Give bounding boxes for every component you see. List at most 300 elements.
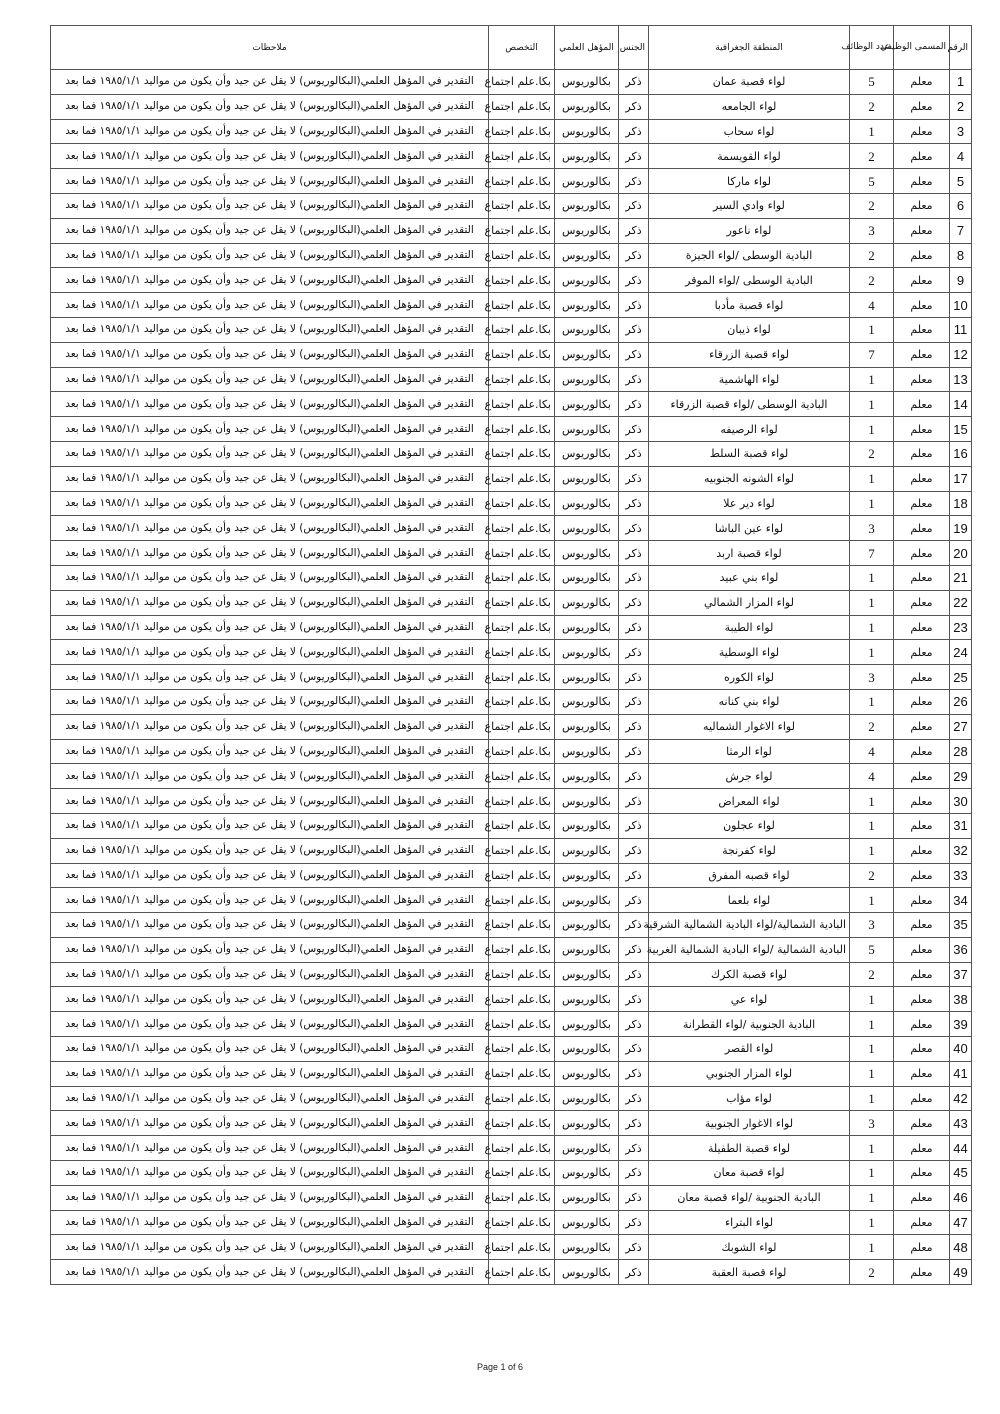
job-title-cell: معلم xyxy=(894,193,950,218)
notes-cell: التقدير في المؤهل العلمي(البكالوريوس) لا يقل عن جيد وأن يكون من مواليد ١٩٨٥/١/١ فما بعد xyxy=(51,590,489,615)
qualification-cell: بكالوريوس xyxy=(555,466,619,491)
qualification-cell: بكالوريوس xyxy=(555,813,619,838)
header-specialty: التخصص xyxy=(489,26,555,70)
notes-cell: التقدير في المؤهل العلمي(البكالوريوس) لا يقل عن جيد وأن يكون من مواليد ١٩٨٥/١/١ فما بعد xyxy=(51,1185,489,1210)
row-number: 13 xyxy=(950,367,972,392)
region-cell: لواء بني عبيد xyxy=(649,565,850,590)
qualification-cell: بكالوريوس xyxy=(555,1136,619,1161)
job-title-cell: معلم xyxy=(894,640,950,665)
job-count-cell: 2 xyxy=(850,962,894,987)
notes-cell: التقدير في المؤهل العلمي(البكالوريوس) لا يقل عن جيد وأن يكون من مواليد ١٩٨٥/١/١ فما بعد xyxy=(51,565,489,590)
job-title-cell: معلم xyxy=(894,813,950,838)
gender-cell: ذكر xyxy=(619,1161,649,1186)
job-title-cell: معلم xyxy=(894,70,950,95)
notes-cell: التقدير في المؤهل العلمي(البكالوريوس) لا يقل عن جيد وأن يكون من مواليد ١٩٨٥/١/١ فما بعد xyxy=(51,70,489,95)
notes-cell: التقدير في المؤهل العلمي(البكالوريوس) لا يقل عن جيد وأن يكون من مواليد ١٩٨٥/١/١ فما بعد xyxy=(51,1111,489,1136)
row-number: 31 xyxy=(950,813,972,838)
row-number: 6 xyxy=(950,193,972,218)
region-cell: لواء قصبة اربد xyxy=(649,541,850,566)
region-cell: لواء بني كنانه xyxy=(649,689,850,714)
gender-cell: ذكر xyxy=(619,268,649,293)
gender-cell: ذكر xyxy=(619,739,649,764)
region-cell: لواء الشوبك xyxy=(649,1235,850,1260)
row-number: 48 xyxy=(950,1235,972,1260)
job-count-cell: 1 xyxy=(850,1037,894,1062)
qualification-cell: بكالوريوس xyxy=(555,689,619,714)
table-row xyxy=(51,962,972,987)
job-title-cell: معلم xyxy=(894,714,950,739)
job-count-cell: 2 xyxy=(850,268,894,293)
notes-cell: التقدير في المؤهل العلمي(البكالوريوس) لا يقل عن جيد وأن يكون من مواليد ١٩٨٥/١/١ فما بعد xyxy=(51,342,489,367)
row-number: 34 xyxy=(950,888,972,913)
specialty-cell: بكا.علم اجتماع xyxy=(489,1061,555,1086)
notes-cell: التقدير في المؤهل العلمي(البكالوريوس) لا يقل عن جيد وأن يكون من مواليد ١٩٨٥/١/١ فما بعد xyxy=(51,317,489,342)
row-number: 19 xyxy=(950,516,972,541)
region-cell: لواء البتراء xyxy=(649,1210,850,1235)
specialty-cell: بكا.علم اجتماع xyxy=(489,293,555,318)
qualification-cell: بكالوريوس xyxy=(555,441,619,466)
row-number: 29 xyxy=(950,764,972,789)
region-cell: لواء الوسطية xyxy=(649,640,850,665)
job-count-cell: 7 xyxy=(850,541,894,566)
table-row xyxy=(51,119,972,144)
notes-cell: التقدير في المؤهل العلمي(البكالوريوس) لا يقل عن جيد وأن يكون من مواليد ١٩٨٥/١/١ فما بعد xyxy=(51,516,489,541)
row-number: 26 xyxy=(950,689,972,714)
gender-cell: ذكر xyxy=(619,913,649,938)
table-row xyxy=(51,367,972,392)
notes-cell: التقدير في المؤهل العلمي(البكالوريوس) لا يقل عن جيد وأن يكون من مواليد ١٩٨٥/١/١ فما بعد xyxy=(51,863,489,888)
table-row xyxy=(51,1061,972,1086)
qualification-cell: بكالوريوس xyxy=(555,169,619,194)
qualification-cell: بكالوريوس xyxy=(555,665,619,690)
gender-cell: ذكر xyxy=(619,1235,649,1260)
qualification-cell: بكالوريوس xyxy=(555,1111,619,1136)
specialty-cell: بكا.علم اجتماع xyxy=(489,1136,555,1161)
job-count-cell: 2 xyxy=(850,94,894,119)
qualification-cell: بكالوريوس xyxy=(555,317,619,342)
gender-cell: ذكر xyxy=(619,466,649,491)
gender-cell: ذكر xyxy=(619,714,649,739)
gender-cell: ذكر xyxy=(619,193,649,218)
table-row xyxy=(51,293,972,318)
row-number: 44 xyxy=(950,1136,972,1161)
qualification-cell: بكالوريوس xyxy=(555,243,619,268)
qualification-cell: بكالوريوس xyxy=(555,417,619,442)
row-number: 18 xyxy=(950,491,972,516)
job-count-cell: 4 xyxy=(850,739,894,764)
specialty-cell: بكا.علم اجتماع xyxy=(489,144,555,169)
row-number: 12 xyxy=(950,342,972,367)
job-count-cell: 1 xyxy=(850,367,894,392)
region-cell: لواء بلعما xyxy=(649,888,850,913)
row-number: 22 xyxy=(950,590,972,615)
job-count-cell: 1 xyxy=(850,1210,894,1235)
table-row xyxy=(51,243,972,268)
row-number: 32 xyxy=(950,838,972,863)
qualification-cell: بكالوريوس xyxy=(555,144,619,169)
table-row xyxy=(51,565,972,590)
region-cell: لواء قصبة الطفيلة xyxy=(649,1136,850,1161)
job-count-cell: 2 xyxy=(850,144,894,169)
table-row xyxy=(51,342,972,367)
job-count-cell: 2 xyxy=(850,714,894,739)
table-header-row xyxy=(51,26,972,70)
gender-cell: ذكر xyxy=(619,516,649,541)
notes-cell: التقدير في المؤهل العلمي(البكالوريوس) لا يقل عن جيد وأن يكون من مواليد ١٩٨٥/١/١ فما بعد xyxy=(51,268,489,293)
job-title-cell: معلم xyxy=(894,1185,950,1210)
job-title-cell: معلم xyxy=(894,1260,950,1285)
notes-cell: التقدير في المؤهل العلمي(البكالوريوس) لا يقل عن جيد وأن يكون من مواليد ١٩٨٥/١/١ فما بعد xyxy=(51,119,489,144)
job-title-cell: معلم xyxy=(894,789,950,814)
notes-cell: التقدير في المؤهل العلمي(البكالوريوس) لا يقل عن جيد وأن يكون من مواليد ١٩٨٥/١/١ فما بعد xyxy=(51,962,489,987)
qualification-cell: بكالوريوس xyxy=(555,218,619,243)
job-title-cell: معلم xyxy=(894,615,950,640)
specialty-cell: بكا.علم اجتماع xyxy=(489,1260,555,1285)
header-num: الرقم xyxy=(950,26,972,70)
job-count-cell: 1 xyxy=(850,1012,894,1037)
job-title-cell: معلم xyxy=(894,169,950,194)
gender-cell: ذكر xyxy=(619,70,649,95)
job-count-cell: 1 xyxy=(850,119,894,144)
notes-cell: التقدير في المؤهل العلمي(البكالوريوس) لا يقل عن جيد وأن يكون من مواليد ١٩٨٥/١/١ فما بعد xyxy=(51,193,489,218)
qualification-cell: بكالوريوس xyxy=(555,516,619,541)
job-title-cell: معلم xyxy=(894,838,950,863)
gender-cell: ذكر xyxy=(619,144,649,169)
job-count-cell: 1 xyxy=(850,1161,894,1186)
job-count-cell: 1 xyxy=(850,689,894,714)
qualification-cell: بكالوريوس xyxy=(555,1012,619,1037)
table-row xyxy=(51,1185,972,1210)
job-count-cell: 1 xyxy=(850,838,894,863)
job-title-cell: معلم xyxy=(894,987,950,1012)
region-cell: البادية الوسطى /لواء الموقر xyxy=(649,268,850,293)
row-number: 16 xyxy=(950,441,972,466)
job-title-cell: معلم xyxy=(894,1111,950,1136)
gender-cell: ذكر xyxy=(619,665,649,690)
gender-cell: ذكر xyxy=(619,293,649,318)
job-title-cell: معلم xyxy=(894,392,950,417)
region-cell: لواء قصبة الكرك xyxy=(649,962,850,987)
table-row xyxy=(51,615,972,640)
row-number: 21 xyxy=(950,565,972,590)
qualification-cell: بكالوريوس xyxy=(555,1235,619,1260)
region-cell: لواء الكوره xyxy=(649,665,850,690)
row-number: 28 xyxy=(950,739,972,764)
header-region: المنطقة الجغرافية xyxy=(649,26,850,70)
region-cell: لواء الاغوار الشماليه xyxy=(649,714,850,739)
job-title-cell: معلم xyxy=(894,888,950,913)
specialty-cell: بكا.علم اجتماع xyxy=(489,863,555,888)
region-cell: البادية الوسطى /لواء قصبة الزرقاء xyxy=(649,392,850,417)
row-number: 5 xyxy=(950,169,972,194)
row-number: 4 xyxy=(950,144,972,169)
job-count-cell: 1 xyxy=(850,491,894,516)
table-row xyxy=(51,491,972,516)
gender-cell: ذكر xyxy=(619,243,649,268)
job-count-cell: 5 xyxy=(850,169,894,194)
specialty-cell: بكا.علم اجتماع xyxy=(489,913,555,938)
notes-cell: التقدير في المؤهل العلمي(البكالوريوس) لا يقل عن جيد وأن يكون من مواليد ١٩٨٥/١/١ فما بعد xyxy=(51,243,489,268)
region-cell: لواء المزار الشمالي xyxy=(649,590,850,615)
region-cell: لواء المزار الجنوبي xyxy=(649,1061,850,1086)
notes-cell: التقدير في المؤهل العلمي(البكالوريوس) لا يقل عن جيد وأن يكون من مواليد ١٩٨٥/١/١ فما بعد xyxy=(51,169,489,194)
job-count-cell: 2 xyxy=(850,863,894,888)
row-number: 11 xyxy=(950,317,972,342)
job-count-cell: 3 xyxy=(850,913,894,938)
region-cell: لواء ماركا xyxy=(649,169,850,194)
qualification-cell: بكالوريوس xyxy=(555,789,619,814)
specialty-cell: بكا.علم اجتماع xyxy=(489,70,555,95)
job-title-cell: معلم xyxy=(894,119,950,144)
qualification-cell: بكالوريوس xyxy=(555,367,619,392)
gender-cell: ذكر xyxy=(619,1111,649,1136)
row-number: 15 xyxy=(950,417,972,442)
header-gender: الجنس xyxy=(619,26,649,70)
job-count-cell: 1 xyxy=(850,813,894,838)
specialty-cell: بكا.علم اجتماع xyxy=(489,268,555,293)
notes-cell: التقدير في المؤهل العلمي(البكالوريوس) لا يقل عن جيد وأن يكون من مواليد ١٩٨٥/١/١ فما بعد xyxy=(51,813,489,838)
specialty-cell: بكا.علم اجتماع xyxy=(489,392,555,417)
notes-cell: التقدير في المؤهل العلمي(البكالوريوس) لا يقل عن جيد وأن يكون من مواليد ١٩٨٥/١/١ فما بعد xyxy=(51,789,489,814)
row-number: 8 xyxy=(950,243,972,268)
specialty-cell: بكا.علم اجتماع xyxy=(489,714,555,739)
row-number: 40 xyxy=(950,1037,972,1062)
job-count-cell: 1 xyxy=(850,640,894,665)
row-number: 30 xyxy=(950,789,972,814)
qualification-cell: بكالوريوس xyxy=(555,615,619,640)
gender-cell: ذكر xyxy=(619,1185,649,1210)
job-title-cell: معلم xyxy=(894,516,950,541)
gender-cell: ذكر xyxy=(619,888,649,913)
table-row xyxy=(51,813,972,838)
specialty-cell: بكا.علم اجتماع xyxy=(489,218,555,243)
table-row xyxy=(51,144,972,169)
job-count-cell: 5 xyxy=(850,937,894,962)
gender-cell: ذكر xyxy=(619,1037,649,1062)
table-row xyxy=(51,937,972,962)
specialty-cell: بكا.علم اجتماع xyxy=(489,937,555,962)
qualification-cell: بكالوريوس xyxy=(555,119,619,144)
job-title-cell: معلم xyxy=(894,94,950,119)
table-row xyxy=(51,1012,972,1037)
job-title-cell: معلم xyxy=(894,863,950,888)
notes-cell: التقدير في المؤهل العلمي(البكالوريوس) لا يقل عن جيد وأن يكون من مواليد ١٩٨٥/١/١ فما بعد xyxy=(51,1260,489,1285)
row-number: 37 xyxy=(950,962,972,987)
gender-cell: ذكر xyxy=(619,615,649,640)
gender-cell: ذكر xyxy=(619,1210,649,1235)
specialty-cell: بكا.علم اجتماع xyxy=(489,342,555,367)
row-number: 41 xyxy=(950,1061,972,1086)
region-cell: لواء سحاب xyxy=(649,119,850,144)
job-count-cell: 1 xyxy=(850,565,894,590)
job-title-cell: معلم xyxy=(894,317,950,342)
job-title-cell: معلم xyxy=(894,417,950,442)
job-title-cell: معلم xyxy=(894,144,950,169)
gender-cell: ذكر xyxy=(619,491,649,516)
job-title-cell: معلم xyxy=(894,541,950,566)
notes-cell: التقدير في المؤهل العلمي(البكالوريوس) لا يقل عن جيد وأن يكون من مواليد ١٩٨٥/١/١ فما بعد xyxy=(51,1086,489,1111)
job-title-cell: معلم xyxy=(894,689,950,714)
region-cell: لواء الاغوار الجنوبية xyxy=(649,1111,850,1136)
job-count-cell: 4 xyxy=(850,764,894,789)
job-title-cell: معلم xyxy=(894,1136,950,1161)
gender-cell: ذكر xyxy=(619,1136,649,1161)
job-count-cell: 1 xyxy=(850,466,894,491)
specialty-cell: بكا.علم اجتماع xyxy=(489,640,555,665)
specialty-cell: بكا.علم اجتماع xyxy=(489,888,555,913)
jobs-table xyxy=(50,25,972,1285)
row-number: 46 xyxy=(950,1185,972,1210)
row-number: 2 xyxy=(950,94,972,119)
row-number: 17 xyxy=(950,466,972,491)
notes-cell: التقدير في المؤهل العلمي(البكالوريوس) لا يقل عن جيد وأن يكون من مواليد ١٩٨٥/١/١ فما بعد xyxy=(51,714,489,739)
table-row xyxy=(51,1136,972,1161)
region-cell: لواء كفرنجة xyxy=(649,838,850,863)
qualification-cell: بكالوريوس xyxy=(555,764,619,789)
region-cell: لواء القويسمة xyxy=(649,144,850,169)
specialty-cell: بكا.علم اجتماع xyxy=(489,987,555,1012)
region-cell: لواء القصر xyxy=(649,1037,850,1062)
specialty-cell: بكا.علم اجتماع xyxy=(489,193,555,218)
qualification-cell: بكالوريوس xyxy=(555,987,619,1012)
region-cell: البادية الجنوبية /لواء قصبة معان xyxy=(649,1185,850,1210)
header-job-title: المسمى الوظيفي xyxy=(894,26,950,70)
qualification-cell: بكالوريوس xyxy=(555,1210,619,1235)
specialty-cell: بكا.علم اجتماع xyxy=(489,1185,555,1210)
table-row xyxy=(51,417,972,442)
gender-cell: ذكر xyxy=(619,441,649,466)
notes-cell: التقدير في المؤهل العلمي(البكالوريوس) لا يقل عن جيد وأن يكون من مواليد ١٩٨٥/١/١ فما بعد xyxy=(51,665,489,690)
job-title-cell: معلم xyxy=(894,665,950,690)
gender-cell: ذكر xyxy=(619,1061,649,1086)
qualification-cell: بكالوريوس xyxy=(555,863,619,888)
table-row xyxy=(51,987,972,1012)
job-count-cell: 1 xyxy=(850,987,894,1012)
region-cell: لواء جرش xyxy=(649,764,850,789)
job-count-cell: 1 xyxy=(850,615,894,640)
job-title-cell: معلم xyxy=(894,218,950,243)
notes-cell: التقدير في المؤهل العلمي(البكالوريوس) لا يقل عن جيد وأن يكون من مواليد ١٩٨٥/١/١ فما بعد xyxy=(51,640,489,665)
job-count-cell: 3 xyxy=(850,1111,894,1136)
qualification-cell: بكالوريوس xyxy=(555,1260,619,1285)
notes-cell: التقدير في المؤهل العلمي(البكالوريوس) لا يقل عن جيد وأن يكون من مواليد ١٩٨٥/١/١ فما بعد xyxy=(51,1210,489,1235)
notes-cell: التقدير في المؤهل العلمي(البكالوريوس) لا يقل عن جيد وأن يكون من مواليد ١٩٨٥/١/١ فما بعد xyxy=(51,1161,489,1186)
notes-cell: التقدير في المؤهل العلمي(البكالوريوس) لا يقل عن جيد وأن يكون من مواليد ١٩٨٥/١/١ فما بعد xyxy=(51,689,489,714)
job-count-cell: 1 xyxy=(850,1061,894,1086)
notes-cell: التقدير في المؤهل العلمي(البكالوريوس) لا يقل عن جيد وأن يكون من مواليد ١٩٨٥/١/١ فما بعد xyxy=(51,417,489,442)
qualification-cell: بكالوريوس xyxy=(555,937,619,962)
job-count-cell: 1 xyxy=(850,392,894,417)
qualification-cell: بكالوريوس xyxy=(555,1086,619,1111)
job-title-cell: معلم xyxy=(894,565,950,590)
job-title-cell: معلم xyxy=(894,342,950,367)
gender-cell: ذكر xyxy=(619,417,649,442)
job-title-cell: معلم xyxy=(894,1161,950,1186)
specialty-cell: بكا.علم اجتماع xyxy=(489,541,555,566)
qualification-cell: بكالوريوس xyxy=(555,590,619,615)
gender-cell: ذكر xyxy=(619,342,649,367)
region-cell: لواء الجامعه xyxy=(649,94,850,119)
gender-cell: ذكر xyxy=(619,987,649,1012)
job-title-cell: معلم xyxy=(894,962,950,987)
job-count-cell: 2 xyxy=(850,243,894,268)
specialty-cell: بكا.علم اجتماع xyxy=(489,94,555,119)
specialty-cell: بكا.علم اجتماع xyxy=(489,665,555,690)
job-title-cell: معلم xyxy=(894,913,950,938)
job-title-cell: معلم xyxy=(894,1086,950,1111)
table-row xyxy=(51,590,972,615)
notes-cell: التقدير في المؤهل العلمي(البكالوريوس) لا يقل عن جيد وأن يكون من مواليد ١٩٨٥/١/١ فما بعد xyxy=(51,764,489,789)
region-cell: لواء الرصيفه xyxy=(649,417,850,442)
job-count-cell: 1 xyxy=(850,888,894,913)
row-number: 35 xyxy=(950,913,972,938)
notes-cell: التقدير في المؤهل العلمي(البكالوريوس) لا يقل عن جيد وأن يكون من مواليد ١٩٨٥/١/١ فما بعد xyxy=(51,1136,489,1161)
row-number: 43 xyxy=(950,1111,972,1136)
job-title-cell: معلم xyxy=(894,1061,950,1086)
gender-cell: ذكر xyxy=(619,119,649,144)
specialty-cell: بكا.علم اجتماع xyxy=(489,169,555,194)
table-row xyxy=(51,665,972,690)
row-number: 47 xyxy=(950,1210,972,1235)
specialty-cell: بكا.علم اجتماع xyxy=(489,1235,555,1260)
specialty-cell: بكا.علم اجتماع xyxy=(489,119,555,144)
job-count-cell: 2 xyxy=(850,441,894,466)
job-count-cell: 2 xyxy=(850,193,894,218)
table-body xyxy=(51,70,972,1285)
specialty-cell: بكا.علم اجتماع xyxy=(489,516,555,541)
header-notes: ملاحظات xyxy=(51,26,489,70)
table-row xyxy=(51,169,972,194)
specialty-cell: بكا.علم اجتماع xyxy=(489,764,555,789)
row-number: 24 xyxy=(950,640,972,665)
notes-cell: التقدير في المؤهل العلمي(البكالوريوس) لا يقل عن جيد وأن يكون من مواليد ١٩٨٥/١/١ فما بعد xyxy=(51,888,489,913)
row-number: 38 xyxy=(950,987,972,1012)
gender-cell: ذكر xyxy=(619,689,649,714)
job-title-cell: معلم xyxy=(894,590,950,615)
notes-cell: التقدير في المؤهل العلمي(البكالوريوس) لا يقل عن جيد وأن يكون من مواليد ١٩٨٥/١/١ فما بعد xyxy=(51,392,489,417)
region-cell: لواء عجلون xyxy=(649,813,850,838)
table-row xyxy=(51,541,972,566)
gender-cell: ذكر xyxy=(619,590,649,615)
job-count-cell: 1 xyxy=(850,590,894,615)
job-title-cell: معلم xyxy=(894,466,950,491)
qualification-cell: بكالوريوس xyxy=(555,1037,619,1062)
specialty-cell: بكا.علم اجتماع xyxy=(489,739,555,764)
job-count-cell: 4 xyxy=(850,293,894,318)
notes-cell: التقدير في المؤهل العلمي(البكالوريوس) لا يقل عن جيد وأن يكون من مواليد ١٩٨٥/١/١ فما بعد xyxy=(51,987,489,1012)
specialty-cell: بكا.علم اجتماع xyxy=(489,417,555,442)
qualification-cell: بكالوريوس xyxy=(555,640,619,665)
job-count-cell: 5 xyxy=(850,70,894,95)
row-number: 45 xyxy=(950,1161,972,1186)
specialty-cell: بكا.علم اجتماع xyxy=(489,565,555,590)
specialty-cell: بكا.علم اجتماع xyxy=(489,491,555,516)
qualification-cell: بكالوريوس xyxy=(555,491,619,516)
table-row xyxy=(51,1111,972,1136)
gender-cell: ذكر xyxy=(619,317,649,342)
qualification-cell: بكالوريوس xyxy=(555,1185,619,1210)
table-row xyxy=(51,317,972,342)
table-row xyxy=(51,789,972,814)
gender-cell: ذكر xyxy=(619,169,649,194)
specialty-cell: بكا.علم اجتماع xyxy=(489,789,555,814)
gender-cell: ذكر xyxy=(619,813,649,838)
qualification-cell: بكالوريوس xyxy=(555,913,619,938)
region-cell: لواء وادي السير xyxy=(649,193,850,218)
job-title-cell: معلم xyxy=(894,441,950,466)
gender-cell: ذكر xyxy=(619,1260,649,1285)
qualification-cell: بكالوريوس xyxy=(555,838,619,863)
